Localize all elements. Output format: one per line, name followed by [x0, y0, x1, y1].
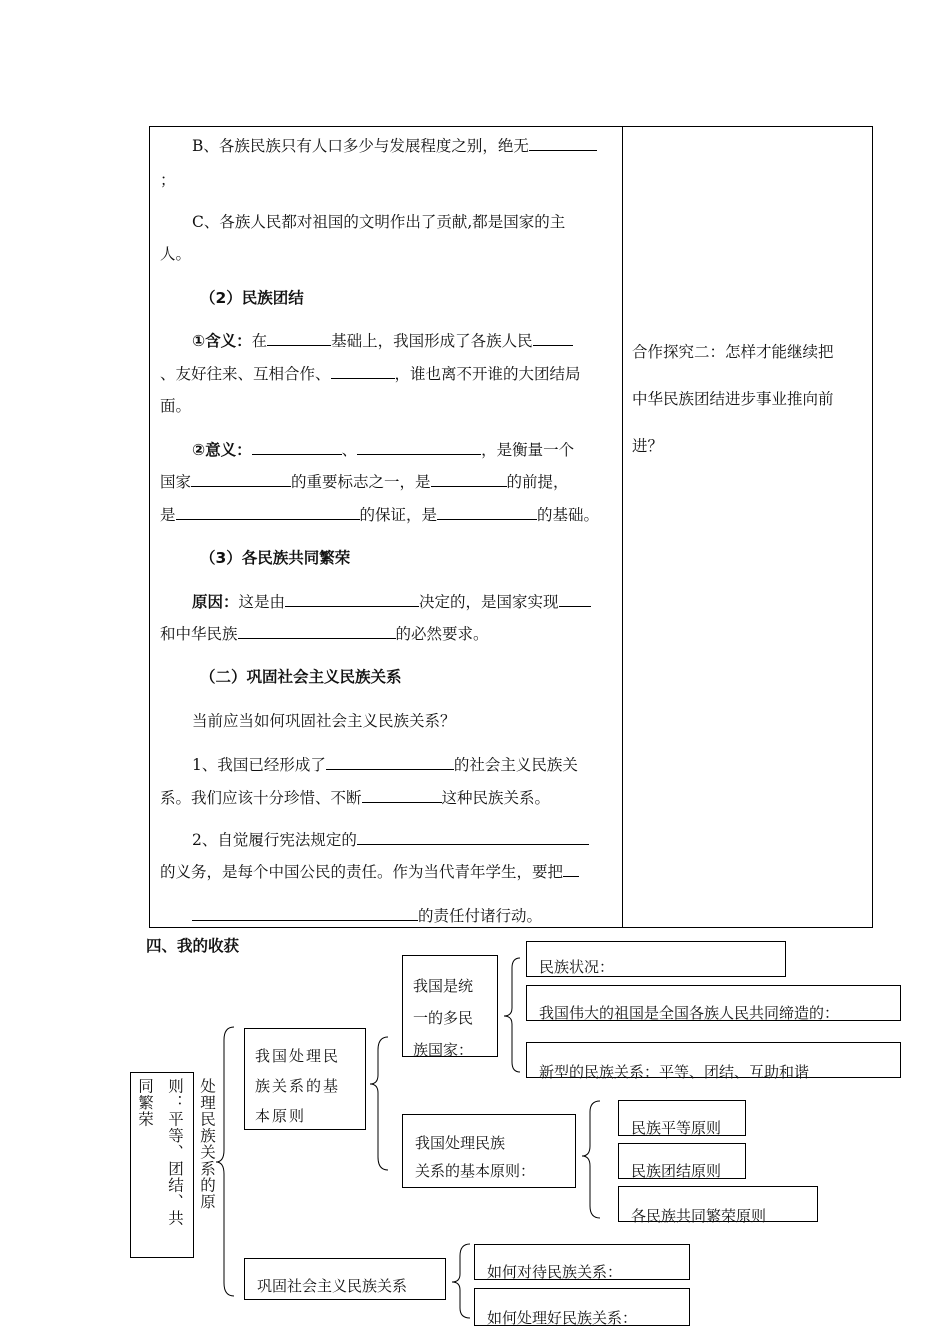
root-text-col3: 同繁荣	[136, 1078, 154, 1128]
point-b-end: ；	[160, 171, 176, 189]
meaning-line2: 、友好往来、互相合作、 ，谁也离不开谁的大团结局	[160, 365, 581, 383]
point-c-line2: 人。	[160, 245, 192, 263]
root-text-col1: 处理民族关系的原	[198, 1078, 216, 1210]
sig-line1: ②意义： 、 ，是衡量一个	[192, 441, 575, 459]
point1-line2: 系。我们应该十分珍惜、不断 这种民族关系。	[160, 789, 551, 807]
leaf-new-relations: 新型的民族关系：平等、团结、互助和谐	[526, 1042, 901, 1078]
harvest-heading: 四、我的收获	[146, 937, 240, 955]
point2-line1: 2、自觉履行宪法规定的	[192, 830, 589, 850]
section-title-prosperity: （3）各民族共同繁荣	[200, 549, 351, 567]
leaf-unity-principle: 民族团结原则	[618, 1143, 746, 1179]
leaf-great-motherland: 我国伟大的祖国是全国各族人民共同缔造的：	[526, 985, 901, 1021]
basic-principles-text: 我国处理民 族关系的基 本原则	[255, 1047, 341, 1125]
leaf-equality-principle: 民族平等原则	[618, 1100, 746, 1136]
consolidate-box: 巩固社会主义民族关系	[244, 1258, 446, 1300]
leaf-prosperity-principle: 各民族共同繁荣原则	[618, 1186, 818, 1222]
root-text-col2: 则：平等、团结、共	[166, 1078, 184, 1227]
cooperative-inquiry-line3: 进？	[632, 437, 664, 455]
leaf-ethnic-status: 民族状况：	[526, 941, 786, 977]
reason-line1: 原因：这是由 决定的，是国家实现	[192, 592, 591, 612]
reason-line2: 和中华民族 的必然要求。	[160, 625, 489, 643]
part-two-title: （二）巩固社会主义民族关系	[200, 668, 402, 686]
point2-line2: 的义务，是每个中国公民的责任。作为当代青年学生，要把	[160, 862, 579, 882]
cooperative-inquiry-line2: 中华民族团结进步事业推向前	[632, 390, 834, 408]
principles-box: 我国处理民族 关系的基本原则：	[402, 1114, 576, 1188]
point1-line1: 1、我国已经形成了 的社会主义民族关	[192, 756, 578, 774]
sig-line2: 国家 的重要标志之一，是 的前提，	[160, 473, 569, 491]
meaning-line1: ①含义：在 基础上，我国形成了各族人民	[192, 331, 573, 351]
basic-principles-box	[244, 1028, 366, 1130]
section-title-unity: （2）民族团结	[200, 289, 304, 307]
point2-line3: 的责任付诸行动。	[192, 906, 542, 926]
point-c-line1: C、各族人民都对祖国的文明作出了贡献,都是国家的主	[192, 213, 566, 231]
cooperative-inquiry-line1: 合作探究二：怎样才能继续把	[632, 343, 834, 361]
sig-line3: 是 的保证，是 的基础。	[160, 506, 600, 524]
leaf-treat-relations: 如何对待民族关系：	[474, 1244, 690, 1280]
meaning-line3: 面。	[160, 397, 192, 415]
question-line: 当前应当如何巩固社会主义民族关系？	[192, 712, 456, 730]
point-b: B、各族民族只有人口多少与发展程度之别，绝无	[192, 136, 597, 156]
leaf-handle-relations: 如何处理好民族关系：	[474, 1288, 690, 1326]
unified-country-box: 我国是统 一的多民 族国家：	[402, 955, 498, 1057]
